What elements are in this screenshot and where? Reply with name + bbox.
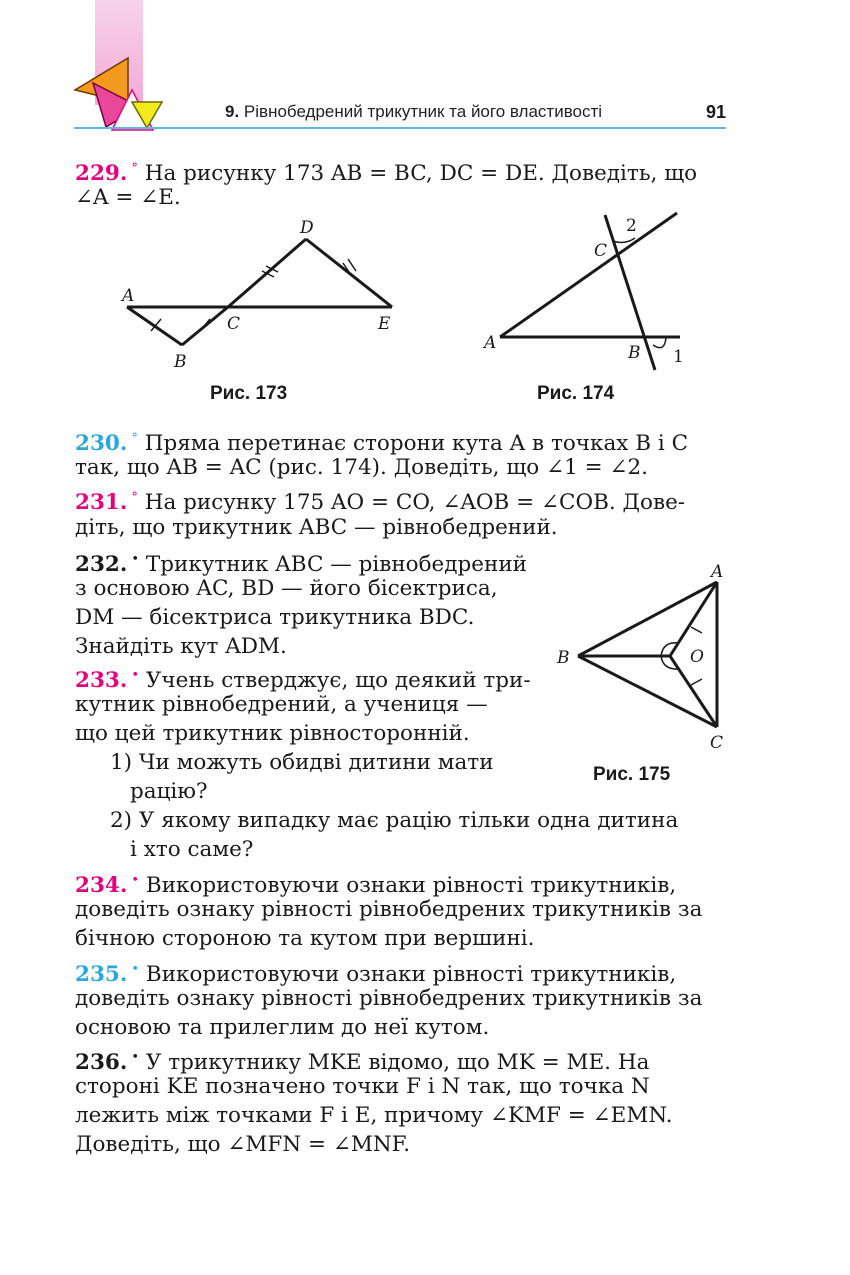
point-label-B: B	[557, 648, 570, 668]
angle-label-2: 2	[626, 216, 637, 236]
point-label-E: E	[378, 314, 391, 334]
difficulty-mark: •	[131, 962, 140, 977]
point-label-A: A	[122, 286, 135, 306]
problem-text-line: На рисунку 173 AB = BC, DC = DE. Доведіть, що	[144, 161, 698, 187]
problem-text-line: DM — бісектриса трикутника BDC.	[75, 605, 475, 630]
problem-text-line: бічною стороною та кутом при вершині.	[75, 926, 535, 951]
problem-text-line: Використовуючи ознаки рівності трикутників,	[145, 873, 677, 899]
problem-text-line: На рисунку 175 AO = CO, ∠AOB = ∠COB. Дове-	[144, 490, 686, 516]
point-label-A: A	[711, 562, 724, 582]
angle-label-1: 1	[673, 347, 684, 367]
figure-174	[470, 205, 700, 375]
running-head	[225, 102, 602, 122]
problem-text-line: діть, що трикутник ABC — рівнобедрений.	[75, 515, 558, 540]
section-title: Рівнобедрений трикутник та його властивості	[243, 102, 603, 121]
figure-175	[545, 555, 745, 760]
problem-text-line: Доведіть, що ∠MFN = ∠MNF.	[75, 1132, 411, 1157]
problem-number: 231.	[75, 490, 128, 516]
problem-text-line: Трикутник ABC — рівнобедрений	[145, 552, 527, 578]
figure-173	[110, 215, 420, 375]
problem-number: 234.	[75, 873, 128, 899]
problem-number: 230.	[75, 431, 128, 457]
problem-number: 235.	[75, 962, 128, 988]
subquestion-1-line: 1) Чи можуть обидві дитини мати	[110, 750, 494, 775]
triangles-logo-icon	[70, 55, 170, 135]
header-rule	[74, 127, 726, 129]
problem-text-line: Використовуючи ознаки рівності трикутників,	[145, 962, 677, 988]
problem-text-line: ∠A = ∠E.	[75, 185, 181, 210]
problem-number: 232.	[75, 552, 128, 578]
figure-174-caption: Рис. 174	[537, 383, 615, 404]
point-label-B: B	[174, 352, 187, 372]
difficulty-mark: •	[131, 1050, 140, 1065]
difficulty-mark: °	[131, 490, 138, 505]
problem-text-line: Учень стверджує, що деякий три-	[145, 668, 531, 694]
problem-text-line: лежить між точками F і E, причому ∠KMF = ∠EMN.	[75, 1103, 673, 1128]
difficulty-mark: •	[131, 552, 140, 567]
problem-text-line: У трикутнику MKE відомо, що MK = ME. На	[145, 1050, 650, 1076]
problem-text-line: з основою AC, BD — його бісектриса,	[75, 576, 498, 601]
problem-text-line: доведіть ознаку рівності рівнобедрених трикутників за	[75, 897, 703, 922]
problem-text-line: що цей трикутник рівносторонній.	[75, 721, 470, 746]
point-label-C: C	[710, 733, 724, 753]
problem-text-line: основою та прилеглим до неї кутом.	[75, 1015, 490, 1040]
point-label-D: D	[300, 218, 314, 238]
problem-text-line: доведіть ознаку рівності рівнобедрених трикутників за	[75, 986, 703, 1011]
subquestion-1-line: рацію?	[130, 779, 208, 804]
point-label-O: O	[690, 647, 704, 667]
problem-text-line: Пряма перетинає сторони кута A в точках B і C	[144, 431, 689, 457]
difficulty-mark: °	[131, 161, 138, 176]
point-label-C: C	[227, 314, 241, 334]
problem-number: 236.	[75, 1050, 128, 1076]
problem-text-line: стороні KE позначено точки F і N так, що точка N	[75, 1074, 650, 1099]
figure-173-caption: Рис. 173	[210, 383, 288, 404]
point-label-C: C	[594, 241, 608, 261]
difficulty-mark: •	[131, 873, 140, 888]
problem-number: 229.	[75, 161, 128, 187]
subquestion-2-line: 2) У якому випадку має рацію тільки одна дитина	[110, 808, 679, 833]
problem-number: 233.	[75, 668, 128, 694]
section-number: 9.	[225, 102, 240, 121]
problem-text-line: Знайдіть кут ADM.	[75, 634, 287, 659]
page-number: 91	[706, 102, 727, 122]
problem-text-line: так, що AB = AC (рис. 174). Доведіть, що ∠1 = ∠2.	[75, 455, 648, 480]
point-label-A: A	[484, 333, 497, 353]
figure-175-caption: Рис. 175	[593, 764, 671, 785]
subquestion-2-line: і хто саме?	[130, 837, 254, 862]
difficulty-mark: °	[131, 431, 138, 446]
problem-text-line: кутник рівнобедрений, а учениця —	[75, 692, 488, 717]
point-label-B: B	[628, 343, 641, 363]
difficulty-mark: •	[131, 668, 140, 683]
